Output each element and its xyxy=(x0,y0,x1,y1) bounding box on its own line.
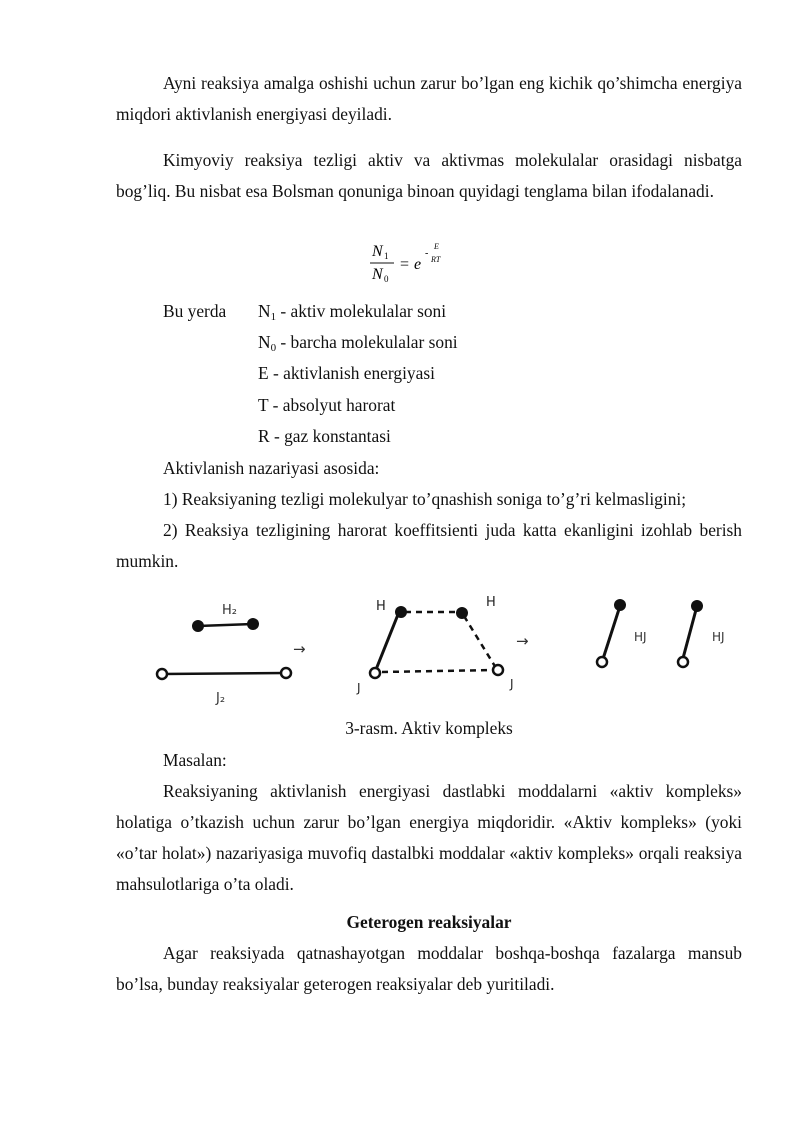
theory-item-2: 2) Reaksiya tezligining harorat koeffitsienti juda katta ekanligini izohlab berish mumkin. xyxy=(116,520,742,571)
definition-symbol-sub: 0 xyxy=(270,342,277,355)
boltzmann-formula xyxy=(368,238,478,288)
theory-item-1: 1) Reaksiyaning tezligi molekulyar to’qnashish soniga to’g’ri kelmasligini; xyxy=(163,489,687,509)
h-j-partial-bond xyxy=(464,616,496,668)
h-atom xyxy=(691,600,703,612)
j-atom xyxy=(157,669,167,679)
formula-exp-sign: - xyxy=(425,248,429,259)
arrow-icon: → xyxy=(516,632,529,650)
h-atom xyxy=(247,618,259,630)
h-j-bond xyxy=(375,612,399,672)
i2-bond xyxy=(162,673,286,674)
definition-text: - absolyut harorat xyxy=(268,394,396,415)
j-j-partial-bond xyxy=(382,670,495,672)
definition-item xyxy=(258,296,446,327)
definition-item xyxy=(258,327,458,358)
definition-symbol: E xyxy=(258,363,269,384)
hi-bond xyxy=(682,606,697,662)
definition-text: - aktiv molekulalar soni xyxy=(276,301,447,321)
definition-symbol: T xyxy=(258,394,269,415)
h-atom xyxy=(192,620,204,632)
paragraph-active-complex: Reaksiyaning aktivlanish energiyasi dastlabki moddalarni «aktiv kompleks» holatiga o’tkazish uchun zarur bo’lgan energiya miqdoridir. «Aktiv kompleks» (yoki «o’tar holat») nazariyasiga muvofiq dastalbki moddalar «aktiv kompleks» orqali reaksiya mahsulotlariga o’ta oladi. xyxy=(116,781,742,894)
definition-symbol-sub: 1 xyxy=(270,311,277,323)
h2-bond xyxy=(198,624,253,626)
formula-denominator-sub: 0 xyxy=(384,274,389,284)
j-atom xyxy=(597,657,607,667)
paragraph-reaction-rate: Kimyoviy reaksiya tezligi aktiv va aktivmas molekulalar orasidagi nisbatga bog’liq. Bu nisbat esa Bolsman qonuniga binoan quyidagi tenglama bilan ifodalanadi. xyxy=(116,150,742,201)
definition-symbol: N xyxy=(258,301,271,321)
formula-exp-num: E xyxy=(434,242,439,251)
label-h-left: H xyxy=(376,599,386,614)
label-hi-2: HJ xyxy=(712,630,725,644)
theory-intro: Aktivlanish nazariyasi asosida: xyxy=(163,458,380,478)
definitions-lead: Bu yerda xyxy=(163,301,227,321)
example-lead: Masalan: xyxy=(163,750,227,770)
definition-text: - gaz konstantasi xyxy=(269,425,391,446)
label-j-left: J xyxy=(357,681,361,695)
label-j-right: J xyxy=(510,677,514,691)
j-atom xyxy=(493,665,503,675)
h-atom xyxy=(614,599,626,611)
definition-symbol: N xyxy=(258,332,271,353)
j-atom xyxy=(281,668,291,678)
h-atom xyxy=(395,606,407,618)
figure-caption: 3-rasm. Aktiv kompleks xyxy=(345,718,513,738)
section-heading: Geterogen reaksiyalar xyxy=(346,912,512,932)
definition-symbol: R xyxy=(258,425,270,446)
label-h2: H₂ xyxy=(222,603,237,618)
label-i2: J₂ xyxy=(216,691,226,706)
definition-item xyxy=(258,358,435,389)
label-hi-1: HJ xyxy=(634,630,647,644)
definition-text: - aktivlanish energiyasi xyxy=(268,363,435,384)
definition-text: - barcha molekulalar soni xyxy=(276,332,458,353)
formula-equals: = xyxy=(400,256,410,273)
hi-bond xyxy=(602,606,620,662)
h-atom xyxy=(456,607,468,619)
formula-exp-den: RT xyxy=(431,255,441,264)
label-h-right: H xyxy=(486,595,496,610)
formula-base: e xyxy=(414,256,422,273)
paragraph-activation-energy: Ayni reaksiya amalga oshishi uchun zarur bo’lgan eng kichik qo’shimcha energiya miqdori aktivlanish energiyasi deyiladi. xyxy=(116,73,742,124)
formula-numerator: N xyxy=(372,243,383,260)
j-atom xyxy=(678,657,688,667)
j-atom xyxy=(370,668,380,678)
formula-numerator-sub: 1 xyxy=(384,251,389,261)
active-complex-figure xyxy=(150,595,725,706)
definition-item xyxy=(258,421,391,452)
definition-item xyxy=(258,390,395,421)
arrow-icon: → xyxy=(293,640,306,658)
paragraph-heterogeneous: Agar reaksiyada qatnashayotgan moddalar boshqa-boshqa fazalarga mansub bo’lsa, bunday reaksiyalar geterogen reaksiyalar deb yuritiladi. xyxy=(116,943,742,994)
formula-denominator: N xyxy=(372,266,383,283)
